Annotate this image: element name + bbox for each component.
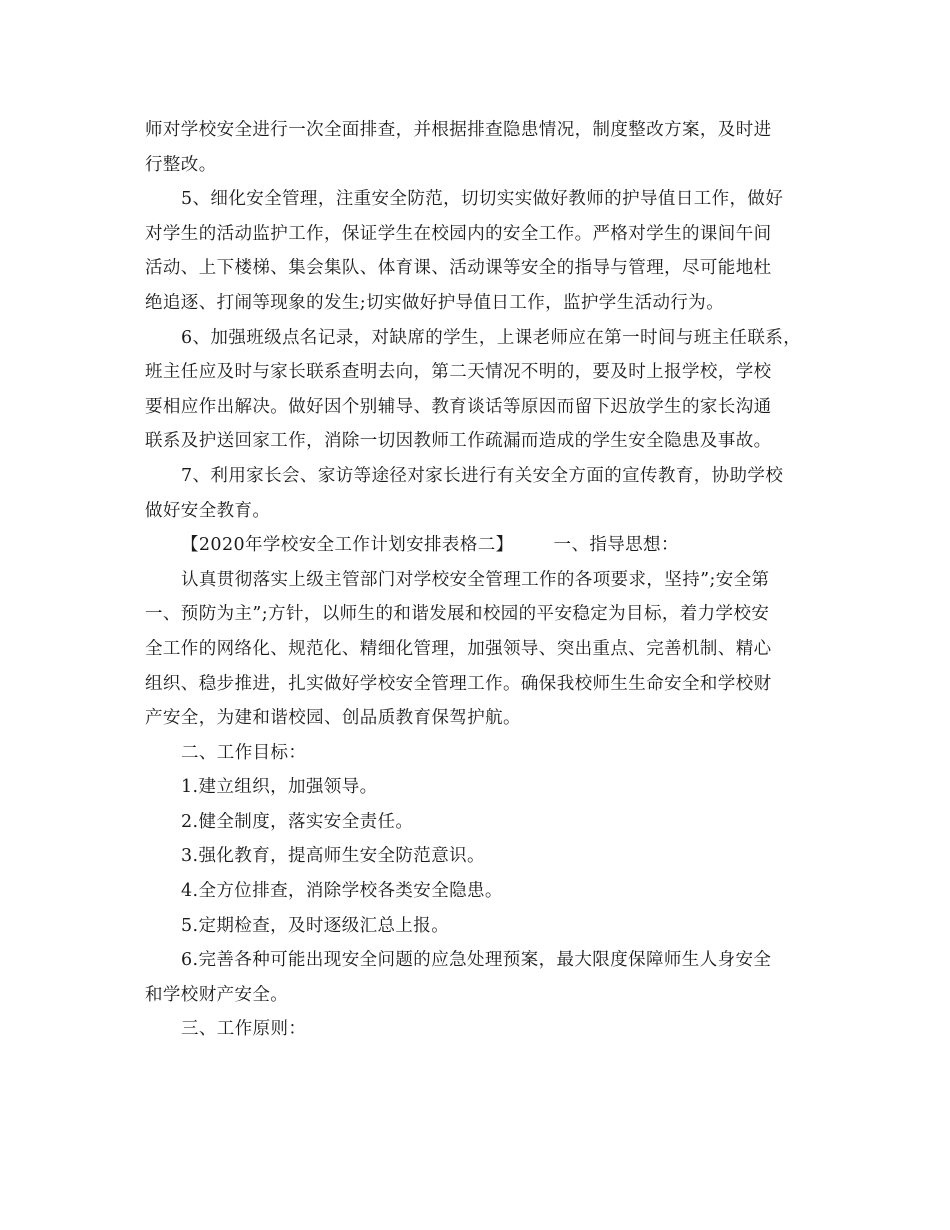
text-line: 行整改。 (145, 154, 217, 175)
text-line: 和学校财产安全。 (145, 984, 289, 1005)
principles-heading: 三、工作原则： (181, 1019, 307, 1040)
text-line: 绝追逐、打闹等现象的发生;切实做好护导值日工作，监护学生活动行为。 (145, 292, 725, 313)
section-title: 【2020年学校安全工作计划安排表格二】 (181, 535, 514, 556)
text-line: 做好安全教育。 (145, 500, 271, 521)
section-heading (145, 528, 821, 563)
text-line: 认真贯彻落实上级主管部门对学校安全管理工作的各项要求，坚持”;安全第 (181, 569, 770, 590)
text-line: 全工作的网络化、规范化、精细化管理，加强领导、突出重点、完善机制、精心 (145, 638, 772, 659)
text-line: 活动、上下楼梯、集会集队、体育课、活动课等安全的指导与管理，尽可能地杜 (145, 258, 772, 279)
goal-item: 4.全方位排查，消除学校各类安全隐患。 (181, 881, 503, 902)
text-line: 对学生的活动监护工作，保证学生在校园内的安全工作。严格对学生的课间午间 (145, 223, 772, 244)
text-line: 班主任应及时与家长联系查明去向，第二天情况不明的，要及时上报学校，学校 (145, 362, 772, 383)
text-line: 产安全，为建和谐校园、创品质教育保驾护航。 (145, 708, 521, 729)
goal-item: 3.强化教育，提高师生安全防范意识。 (181, 846, 485, 867)
text-line: 师对学校安全进行一次全面排查，并根据排查隐患情况，制度整改方案，及时进 (145, 120, 772, 140)
text-line: 7、利用家长会、家访等途径对家长进行有关安全方面的宣传教育，协助学校 (181, 465, 784, 486)
document-body (145, 113, 821, 1047)
text-line: 6、加强班级点名记录，对缺席的学生，上课老师应在第一时间与班主任联系， (181, 327, 802, 348)
text-line: 要相应作出解决。做好因个别辅导、教育谈话等原因而留下迟放学生的家长沟通 (145, 396, 772, 417)
goal-item: 5.定期检查，及时逐级汇总上报。 (181, 915, 450, 936)
goals-heading: 二、工作目标： (181, 742, 307, 763)
section-subtitle: 一、指导思想： (553, 535, 679, 556)
text-line: 一、预防为主”;方针，以师生的和谐发展和校园的平安稳定为目标，着力学校安 (145, 604, 770, 625)
text-line: 5、细化安全管理，注重安全防范，切切实实做好教师的护导值日工作，做好 (181, 189, 784, 210)
goal-item: 2.健全制度，落实安全责任。 (181, 811, 414, 832)
text-line: 组织、稳步推进，扎实做好学校安全管理工作。确保我校师生生命安全和学校财 (145, 673, 772, 694)
goal-item: 6.完善各种可能出现安全问题的应急处理预案，最大限度保障师生人身安全 (181, 950, 772, 971)
text-line: 联系及护送回家工作，消除一切因教师工作疏漏而造成的学生安全隐患及事故。 (145, 431, 772, 452)
goal-item: 1.建立组织，加强领导。 (181, 777, 378, 798)
